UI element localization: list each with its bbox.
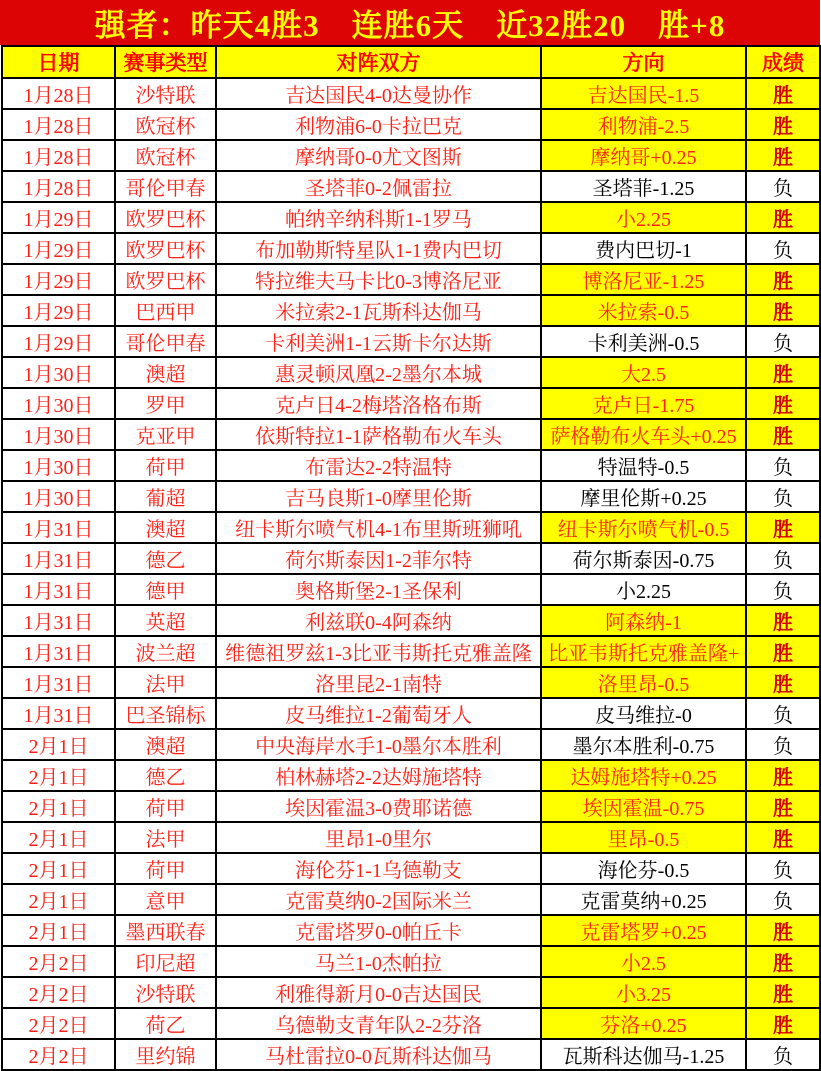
direction-cell: 洛里昂-0.5 <box>541 667 746 698</box>
result-cell: 胜 <box>746 822 820 853</box>
direction-cell: 小2.25 <box>541 202 746 233</box>
date-cell: 1月31日 <box>2 698 115 729</box>
direction-cell: 博洛尼亚-1.25 <box>541 264 746 295</box>
table-row <box>2 915 820 946</box>
result-cell: 负 <box>746 729 820 760</box>
date-cell: 1月31日 <box>2 543 115 574</box>
direction-cell: 特温特-0.5 <box>541 450 746 481</box>
league-cell: 欧冠杯 <box>115 140 216 171</box>
result-cell: 负 <box>746 326 820 357</box>
date-cell: 1月31日 <box>2 512 115 543</box>
match-cell: 帕纳辛纳科斯1-1罗马 <box>216 202 541 233</box>
date-cell: 2月1日 <box>2 760 115 791</box>
league-cell: 德乙 <box>115 543 216 574</box>
result-cell: 胜 <box>746 419 820 450</box>
direction-cell: 小2.25 <box>541 574 746 605</box>
date-cell: 1月29日 <box>2 326 115 357</box>
direction-cell: 克雷塔罗+0.25 <box>541 915 746 946</box>
league-cell: 荷甲 <box>115 791 216 822</box>
date-cell: 2月1日 <box>2 822 115 853</box>
league-cell: 里约锦 <box>115 1039 216 1070</box>
league-cell: 沙特联 <box>115 977 216 1008</box>
col-header-result: 成绩 <box>746 46 820 78</box>
league-cell: 哥伦甲春 <box>115 171 216 202</box>
direction-cell: 荷尔斯泰因-0.75 <box>541 543 746 574</box>
league-cell: 印尼超 <box>115 946 216 977</box>
result-cell: 胜 <box>746 915 820 946</box>
table-row <box>2 791 820 822</box>
match-cell: 布加勒斯特星队1-1费内巴切 <box>216 233 541 264</box>
col-header-direction: 方向 <box>541 46 746 78</box>
league-cell: 欧罗巴杯 <box>115 233 216 264</box>
match-cell: 埃因霍温3-0费耶诺德 <box>216 791 541 822</box>
direction-cell: 海伦芬-0.5 <box>541 853 746 884</box>
date-cell: 1月29日 <box>2 295 115 326</box>
direction-cell: 埃因霍温-0.75 <box>541 791 746 822</box>
date-cell: 2月1日 <box>2 884 115 915</box>
result-cell: 胜 <box>746 264 820 295</box>
league-cell: 哥伦甲春 <box>115 326 216 357</box>
table-row <box>2 1039 820 1070</box>
direction-cell: 摩里伦斯+0.25 <box>541 481 746 512</box>
banner-title: 强者：昨天4胜3 连胜6天 近32胜20 胜+8 <box>94 8 726 43</box>
league-cell: 沙特联 <box>115 78 216 109</box>
table-row <box>2 698 820 729</box>
table-row <box>2 450 820 481</box>
league-cell: 欧罗巴杯 <box>115 202 216 233</box>
direction-cell: 卡利美洲-0.5 <box>541 326 746 357</box>
match-cell: 里昂1-0里尔 <box>216 822 541 853</box>
direction-cell: 达姆施塔特+0.25 <box>541 760 746 791</box>
date-cell: 1月31日 <box>2 636 115 667</box>
match-cell: 中央海岸水手1-0墨尔本胜利 <box>216 729 541 760</box>
match-cell: 奥格斯堡2-1圣保利 <box>216 574 541 605</box>
date-cell: 2月2日 <box>2 977 115 1008</box>
table-row <box>2 202 820 233</box>
table-row <box>2 419 820 450</box>
table-row <box>2 543 820 574</box>
header-row <box>2 46 820 78</box>
result-cell: 负 <box>746 543 820 574</box>
direction-cell: 瓦斯科达伽马-1.25 <box>541 1039 746 1070</box>
match-cell: 利兹联0-4阿森纳 <box>216 605 541 636</box>
results-table <box>1 45 821 1071</box>
date-cell: 2月2日 <box>2 1039 115 1070</box>
date-cell: 1月30日 <box>2 450 115 481</box>
result-cell: 胜 <box>746 295 820 326</box>
league-cell: 欧冠杯 <box>115 109 216 140</box>
match-cell: 布雷达2-2特温特 <box>216 450 541 481</box>
league-cell: 波兰超 <box>115 636 216 667</box>
result-cell: 负 <box>746 574 820 605</box>
table-row <box>2 233 820 264</box>
direction-cell: 阿森纳-1 <box>541 605 746 636</box>
match-cell: 纽卡斯尔喷气机4-1布里斯班狮吼 <box>216 512 541 543</box>
league-cell: 英超 <box>115 605 216 636</box>
direction-cell: 皮马维拉-0 <box>541 698 746 729</box>
table-row <box>2 171 820 202</box>
result-cell: 负 <box>746 1039 820 1070</box>
direction-cell: 吉达国民-1.5 <box>541 78 746 109</box>
league-cell: 澳超 <box>115 512 216 543</box>
direction-cell: 克卢日-1.75 <box>541 388 746 419</box>
match-cell: 皮马维拉1-2葡萄牙人 <box>216 698 541 729</box>
match-cell: 荷尔斯泰因1-2菲尔特 <box>216 543 541 574</box>
result-cell: 胜 <box>746 946 820 977</box>
direction-cell: 纽卡斯尔喷气机-0.5 <box>541 512 746 543</box>
result-cell: 胜 <box>746 791 820 822</box>
table-row <box>2 760 820 791</box>
match-cell: 柏林赫塔2-2达姆施塔特 <box>216 760 541 791</box>
direction-cell: 比亚韦斯托克雅盖隆+ <box>541 636 746 667</box>
date-cell: 1月28日 <box>2 109 115 140</box>
date-cell: 1月30日 <box>2 481 115 512</box>
table-row <box>2 357 820 388</box>
table-row <box>2 140 820 171</box>
date-cell: 1月29日 <box>2 233 115 264</box>
result-cell: 胜 <box>746 109 820 140</box>
date-cell: 1月28日 <box>2 171 115 202</box>
match-cell: 卡利美洲1-1云斯卡尔达斯 <box>216 326 541 357</box>
table-row <box>2 605 820 636</box>
league-cell: 巴圣锦标 <box>115 698 216 729</box>
league-cell: 德乙 <box>115 760 216 791</box>
date-cell: 1月29日 <box>2 202 115 233</box>
match-cell: 利物浦6-0卡拉巴克 <box>216 109 541 140</box>
match-cell: 吉马良斯1-0摩里伦斯 <box>216 481 541 512</box>
match-cell: 利雅得新月0-0吉达国民 <box>216 977 541 1008</box>
result-cell: 负 <box>746 233 820 264</box>
result-cell: 胜 <box>746 202 820 233</box>
col-header-match: 对阵双方 <box>216 46 541 78</box>
table-row <box>2 512 820 543</box>
table-row <box>2 1008 820 1039</box>
direction-cell: 芬洛+0.25 <box>541 1008 746 1039</box>
result-cell: 负 <box>746 450 820 481</box>
result-cell: 负 <box>746 884 820 915</box>
match-cell: 克雷莫纳0-2国际米兰 <box>216 884 541 915</box>
match-cell: 海伦芬1-1乌德勒支 <box>216 853 541 884</box>
direction-cell: 费内巴切-1 <box>541 233 746 264</box>
table-row <box>2 636 820 667</box>
direction-cell: 圣塔菲-1.25 <box>541 171 746 202</box>
table-row <box>2 946 820 977</box>
league-cell: 罗甲 <box>115 388 216 419</box>
league-cell: 荷乙 <box>115 1008 216 1039</box>
date-cell: 1月29日 <box>2 264 115 295</box>
match-cell: 马杜雷拉0-0瓦斯科达伽马 <box>216 1039 541 1070</box>
match-cell: 乌德勒支青年队2-2芬洛 <box>216 1008 541 1039</box>
date-cell: 2月1日 <box>2 915 115 946</box>
banner <box>0 0 820 45</box>
date-cell: 1月31日 <box>2 574 115 605</box>
date-cell: 1月30日 <box>2 388 115 419</box>
match-cell: 克雷塔罗0-0帕丘卡 <box>216 915 541 946</box>
table-row <box>2 667 820 698</box>
result-cell: 胜 <box>746 605 820 636</box>
result-cell: 胜 <box>746 760 820 791</box>
table-row <box>2 78 820 109</box>
direction-cell: 利物浦-2.5 <box>541 109 746 140</box>
result-cell: 胜 <box>746 636 820 667</box>
date-cell: 1月28日 <box>2 78 115 109</box>
table-row <box>2 295 820 326</box>
league-cell: 澳超 <box>115 357 216 388</box>
result-cell: 胜 <box>746 388 820 419</box>
table-row <box>2 264 820 295</box>
direction-cell: 里昂-0.5 <box>541 822 746 853</box>
date-cell: 2月1日 <box>2 791 115 822</box>
league-cell: 巴西甲 <box>115 295 216 326</box>
result-cell: 胜 <box>746 977 820 1008</box>
league-cell: 葡超 <box>115 481 216 512</box>
direction-cell: 小3.25 <box>541 977 746 1008</box>
direction-cell: 萨格勒布火车头+0.25 <box>541 419 746 450</box>
match-cell: 特拉维夫马卡比0-3博洛尼亚 <box>216 264 541 295</box>
table-row <box>2 977 820 1008</box>
result-cell: 胜 <box>746 357 820 388</box>
result-cell: 胜 <box>746 78 820 109</box>
match-cell: 维德祖罗兹1-3比亚韦斯托克雅盖隆 <box>216 636 541 667</box>
match-cell: 圣塔菲0-2佩雷拉 <box>216 171 541 202</box>
direction-cell: 大2.5 <box>541 357 746 388</box>
date-cell: 1月31日 <box>2 605 115 636</box>
match-cell: 依斯特拉1-1萨格勒布火车头 <box>216 419 541 450</box>
table-body <box>2 78 820 1070</box>
direction-cell: 摩纳哥+0.25 <box>541 140 746 171</box>
table-row <box>2 884 820 915</box>
date-cell: 1月30日 <box>2 357 115 388</box>
direction-cell: 小2.5 <box>541 946 746 977</box>
col-header-date: 日期 <box>2 46 115 78</box>
table-row <box>2 388 820 419</box>
date-cell: 2月1日 <box>2 729 115 760</box>
result-cell: 负 <box>746 171 820 202</box>
table-row <box>2 729 820 760</box>
direction-cell: 克雷莫纳+0.25 <box>541 884 746 915</box>
table-row <box>2 574 820 605</box>
league-cell: 克亚甲 <box>115 419 216 450</box>
league-cell: 意甲 <box>115 884 216 915</box>
date-cell: 2月1日 <box>2 853 115 884</box>
direction-cell: 墨尔本胜利-0.75 <box>541 729 746 760</box>
match-cell: 马兰1-0杰帕拉 <box>216 946 541 977</box>
league-cell: 欧罗巴杯 <box>115 264 216 295</box>
league-cell: 墨西联春 <box>115 915 216 946</box>
league-cell: 荷甲 <box>115 853 216 884</box>
match-cell: 洛里昆2-1南特 <box>216 667 541 698</box>
table-row <box>2 481 820 512</box>
table-row <box>2 822 820 853</box>
date-cell: 1月30日 <box>2 419 115 450</box>
result-cell: 胜 <box>746 1008 820 1039</box>
date-cell: 1月28日 <box>2 140 115 171</box>
result-cell: 负 <box>746 853 820 884</box>
date-cell: 2月2日 <box>2 1008 115 1039</box>
direction-cell: 米拉索-0.5 <box>541 295 746 326</box>
table-row <box>2 326 820 357</box>
match-cell: 米拉索2-1瓦斯科达伽马 <box>216 295 541 326</box>
date-cell: 1月31日 <box>2 667 115 698</box>
table-row <box>2 853 820 884</box>
league-cell: 澳超 <box>115 729 216 760</box>
league-cell: 德甲 <box>115 574 216 605</box>
result-cell: 胜 <box>746 140 820 171</box>
match-cell: 惠灵顿凤凰2-2墨尔本城 <box>216 357 541 388</box>
match-cell: 吉达国民4-0达曼协作 <box>216 78 541 109</box>
league-cell: 法甲 <box>115 822 216 853</box>
result-cell: 负 <box>746 698 820 729</box>
table-row <box>2 109 820 140</box>
league-cell: 法甲 <box>115 667 216 698</box>
result-cell: 负 <box>746 481 820 512</box>
match-cell: 摩纳哥0-0尤文图斯 <box>216 140 541 171</box>
result-cell: 胜 <box>746 667 820 698</box>
col-header-league: 赛事类型 <box>115 46 216 78</box>
result-cell: 胜 <box>746 512 820 543</box>
match-cell: 克卢日4-2梅塔洛格布斯 <box>216 388 541 419</box>
date-cell: 2月2日 <box>2 946 115 977</box>
league-cell: 荷甲 <box>115 450 216 481</box>
